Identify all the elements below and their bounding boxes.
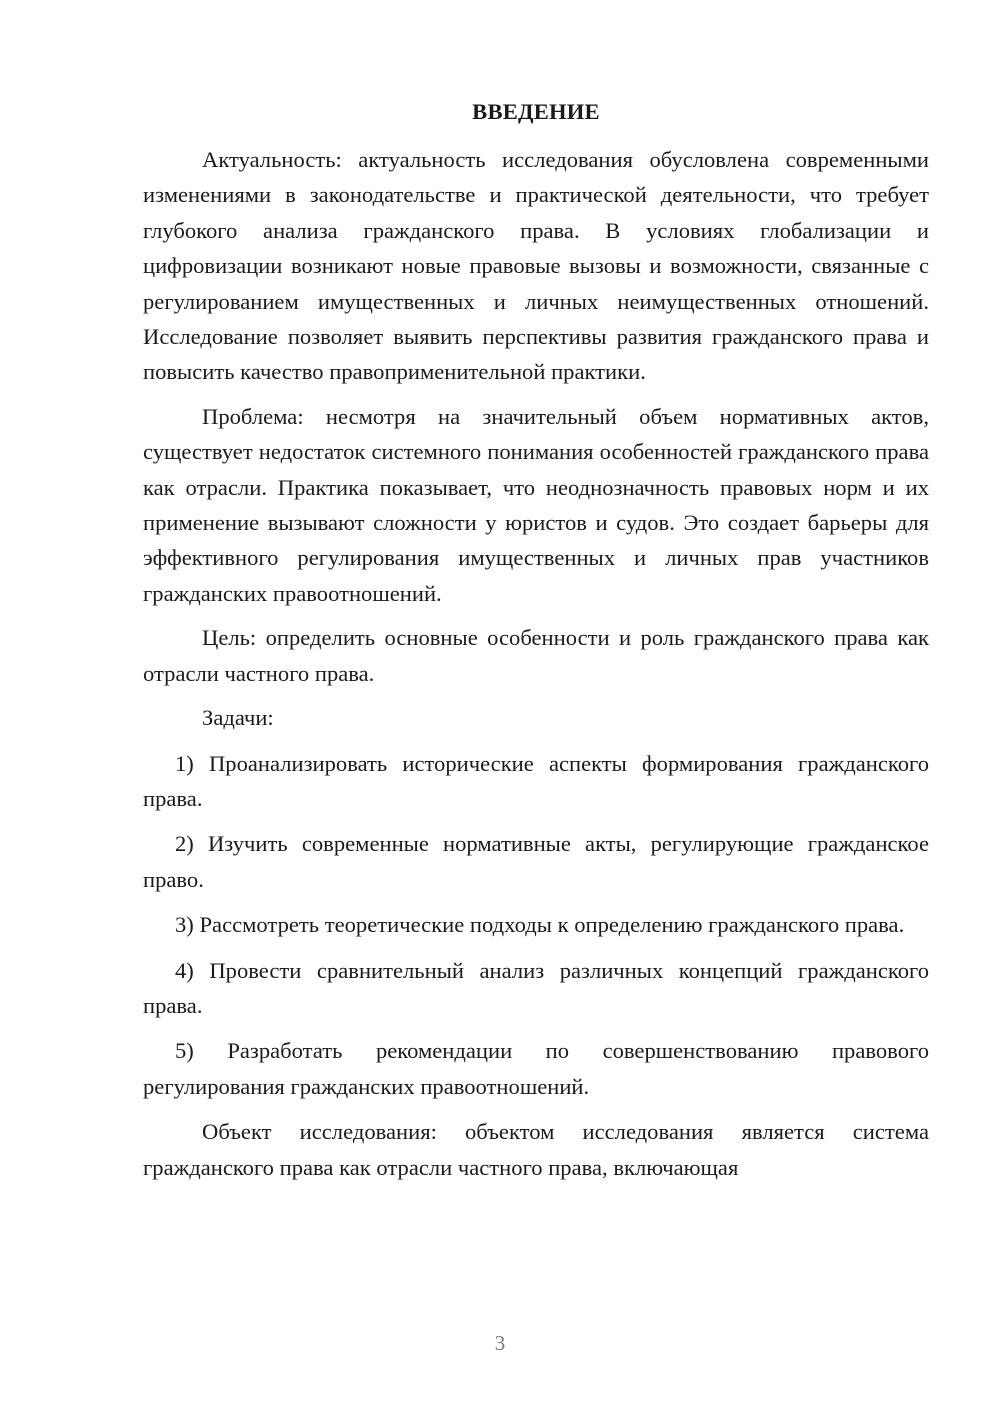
page-number: 3	[494, 1331, 506, 1355]
document-page	[143, 94, 929, 1185]
task-item-1: 1) Проанализировать исторические аспекты формирования гражданского права.	[143, 750, 929, 811]
relevance-paragraph: Актуальность: актуальность исследования обусловлена современными изменениями в законодательстве и практической деятельности, что требует глубокого анализа гражданского права. В условиях глобализации и цифровизации возникают новые правовые вызовы и возможности, связанные с регулированием имущественных и личных неимущественных отношений. Исследование позволяет выявить перспективы развития гражданского права и повысить качество правоприменительной практики.	[143, 147, 929, 385]
object-paragraph: Объект исследования: объектом исследования является система гражданского права как отрасли частного права, включающая	[143, 1119, 929, 1180]
section-title: ВВЕДЕНИЕ	[472, 99, 600, 124]
task-item-2: 2) Изучить современные нормативные акты, регулирующие гражданское право.	[143, 831, 929, 892]
task-item-4: 4) Провести сравнительный анализ различных концепций гражданского права.	[143, 957, 929, 1018]
tasks-heading: Задачи:	[202, 705, 274, 731]
task-item-5: 5) Разработать рекомендации по совершенствованию правового регулирования гражданских правоотношений.	[143, 1038, 929, 1099]
goal-paragraph: Цель: определить основные особенности и роль гражданского права как отрасли частного права.	[143, 625, 929, 686]
task-item-3: 3) Рассмотреть теоретические подходы к определению гражданского права.	[175, 912, 905, 938]
problem-paragraph: Проблема: несмотря на значительный объем нормативных актов, существует недостаток системного понимания особенностей гражданского права как отрасли. Практика показывает, что неоднозначность правовых норм и их применение вызывают сложности у юристов и судов. Это создает барьеры для эффективного регулирования имущественных и личных прав участников гражданских правоотношений.	[143, 403, 929, 606]
